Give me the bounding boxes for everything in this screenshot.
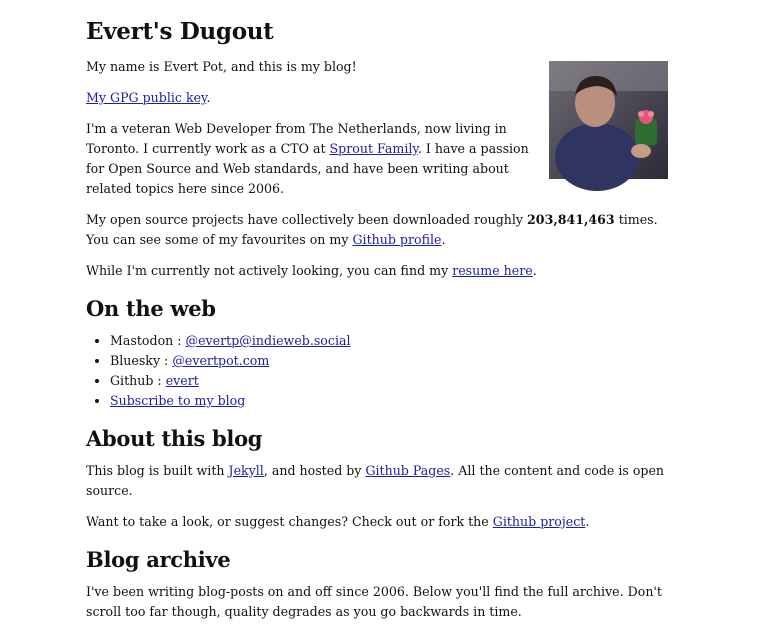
changes-prefix: Want to take a look, or suggest changes? Check out or fork the (86, 514, 493, 529)
subscribe-link[interactable]: Subscribe to my blog (110, 393, 246, 408)
about-heading: About this blog (86, 426, 263, 451)
changes-paragraph (86, 512, 670, 532)
github-pages-link[interactable]: Github Pages (365, 463, 451, 478)
bio-paragraph (86, 119, 670, 199)
on-the-web-heading: On the web (86, 296, 216, 321)
downloads-paragraph (86, 210, 670, 250)
mastodon-link[interactable]: @evertp@indieweb.social (185, 333, 351, 348)
social-label-bluesky: Bluesky : (110, 353, 173, 368)
sprout-family-link[interactable]: Sprout Family (329, 141, 418, 156)
list-item (110, 371, 670, 391)
archive-intro: I've been writing blog-posts on and off since 2006. Below you'll find the full archive. Don't scroll too far though, quality degrades as you go backwards in time. (86, 584, 662, 619)
resume-suffix: . (532, 263, 537, 278)
github-profile-link[interactable]: Github profile (352, 232, 442, 247)
built-prefix: This blog is built with (86, 463, 229, 478)
gpg-period: . (206, 90, 211, 105)
bio-suffix: . I have a passion for Open Source and Web standards, and have been writing about related topics here since 2006. (86, 141, 529, 196)
downloads-prefix: My open source projects have collectively been downloaded roughly (86, 212, 528, 227)
github-project-link[interactable]: Github project (492, 514, 586, 529)
social-label-github: Github : (110, 373, 166, 388)
built-suffix: . All the content and code is open source. (86, 463, 665, 498)
bluesky-link[interactable]: @evertpot.com (172, 353, 270, 368)
github-link[interactable]: evert (165, 373, 199, 388)
downloads-middle: times. You can see some of my favourites on my (86, 212, 658, 247)
built-middle: , and hosted by (263, 463, 366, 478)
resume-prefix: While I'm currently not actively looking, you can find my (86, 263, 453, 278)
downloads-count: 203,841,463 (527, 212, 615, 227)
social-links-list (86, 331, 670, 411)
built-with-paragraph (86, 461, 670, 501)
list-item (110, 331, 670, 351)
gpg-paragraph (86, 88, 542, 108)
main-content (86, 0, 670, 633)
gpg-key-link[interactable]: My GPG public key (86, 90, 207, 105)
intro-greeting: My name is Evert Pot, and this is my blog! (86, 59, 357, 74)
resume-paragraph (86, 261, 670, 281)
jekyll-link[interactable]: Jekyll (228, 463, 264, 478)
resume-link[interactable]: resume here (452, 263, 533, 278)
bio-prefix: I'm a veteran Web Developer from The Netherlands, now living in Toronto. I currently work as a CTO at (86, 121, 507, 156)
social-label-mastodon: Mastodon : (110, 333, 186, 348)
downloads-suffix: . (441, 232, 446, 247)
archive-heading: Blog archive (86, 547, 231, 572)
intro-section (86, 57, 670, 199)
list-item (110, 391, 670, 411)
changes-suffix: . (585, 514, 590, 529)
list-item (110, 351, 670, 371)
site-title: Evert's Dugout (86, 18, 274, 45)
